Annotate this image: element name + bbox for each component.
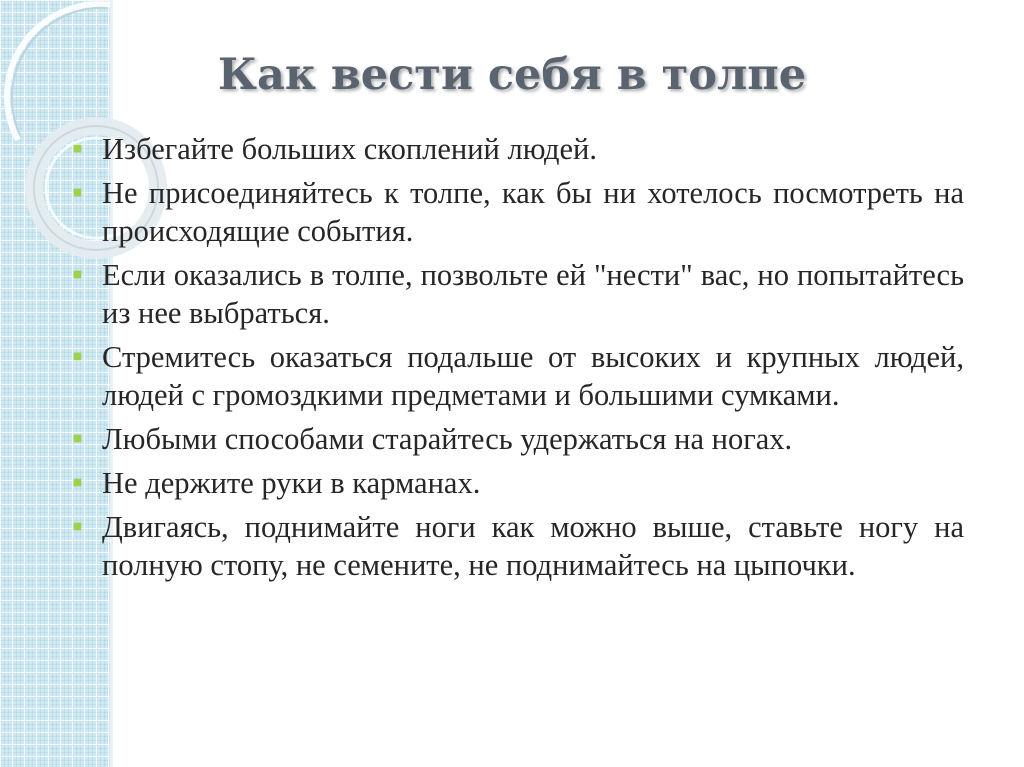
square-bullet-icon: [74, 271, 81, 278]
bullet-text: Если оказались в толпе, позвольте ей "нести" вас, но попытайтесь из нее выбраться.: [102, 258, 964, 330]
bullet-text: Стремитесь оказаться подальше от высоких и крупных людей, людей с громоздкими предметами и большими сумками.: [102, 340, 964, 412]
square-bullet-icon: [74, 189, 81, 196]
square-bullet-icon: [74, 479, 81, 486]
square-bullet-icon: [74, 145, 81, 152]
list-item: [74, 464, 964, 502]
bullet-text: Не присоединяйтесь к толпе, как бы ни хотелось посмотреть на происходящие события.: [102, 176, 964, 248]
bullet-text: Любыми способами старайтесь удержаться на ногах.: [102, 422, 793, 456]
bullet-text: Двигаясь, поднимайте ноги как можно выше, ставьте ногу на полную стопу, не семените, не поднимайтесь на цыпочки.: [102, 510, 964, 582]
list-item: [74, 420, 964, 458]
square-bullet-icon: [74, 435, 81, 442]
bullet-text: Избегайте больших скоплений людей.: [102, 132, 597, 166]
list-item: [74, 256, 964, 332]
list-item: [74, 174, 964, 250]
bullet-list: [74, 130, 964, 590]
list-item: [74, 338, 964, 414]
list-item: [74, 508, 964, 584]
slide-title: Как вести себя в толпе: [217, 50, 807, 100]
list-item: [74, 130, 964, 168]
bullet-text: Не держите руки в карманах.: [102, 466, 481, 500]
square-bullet-icon: [74, 523, 81, 530]
square-bullet-icon: [74, 353, 81, 360]
